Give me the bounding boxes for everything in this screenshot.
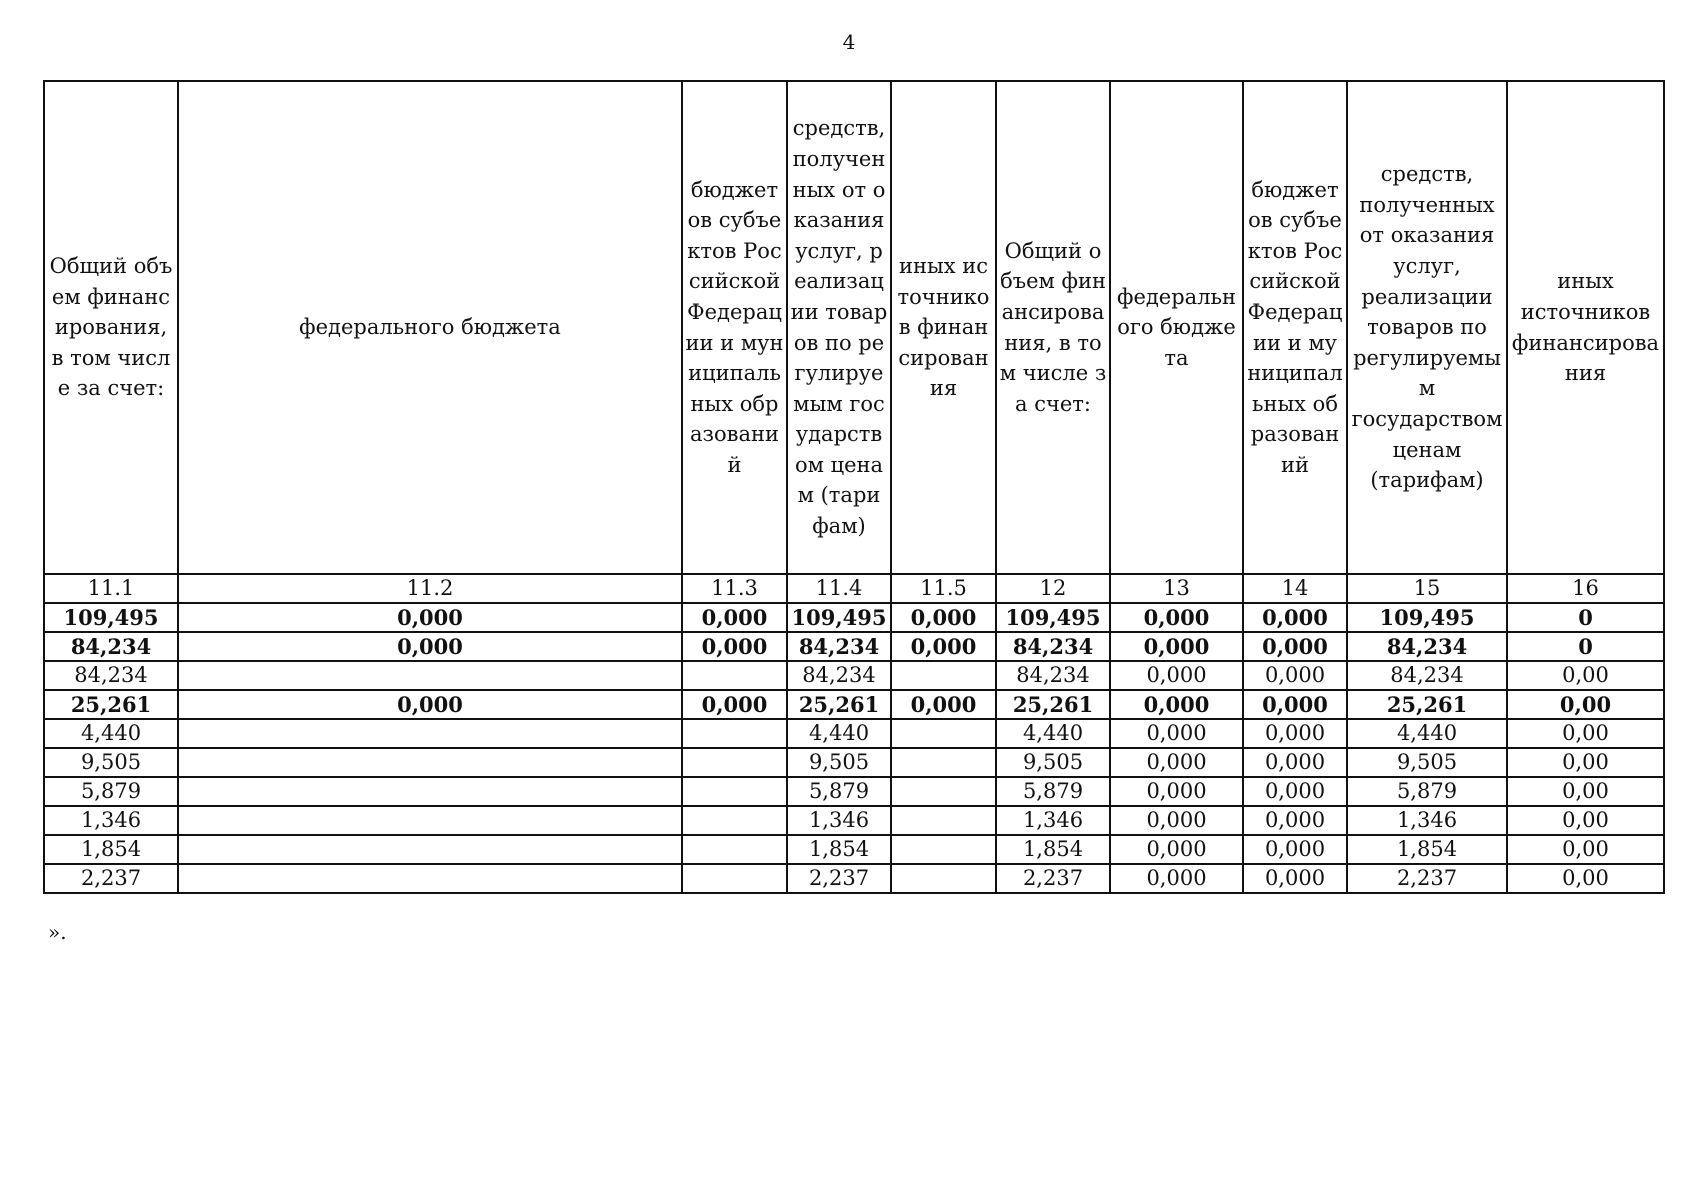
- table-cell: 1,346: [44, 806, 178, 835]
- page-number: 4: [842, 30, 856, 54]
- table-cell: 5,879: [44, 777, 178, 806]
- table-cell: 0,000: [682, 603, 787, 632]
- column-header: иных источников финансирования: [1507, 81, 1664, 574]
- table-cell: 5,879: [1347, 777, 1507, 806]
- table-cell: 25,261: [44, 690, 178, 719]
- table-cell: [891, 748, 996, 777]
- table-cell: 25,261: [787, 690, 891, 719]
- table-cell: 2,237: [1347, 864, 1507, 893]
- table-cell: 1,854: [996, 835, 1110, 864]
- table-cell: 9,505: [787, 748, 891, 777]
- table-cell: 109,495: [996, 603, 1110, 632]
- table-cell: 84,234: [996, 661, 1110, 690]
- column-header: Общий объем финансирования, в том числе за счет:: [996, 81, 1110, 574]
- table-cell: 0,000: [891, 603, 996, 632]
- column-header: средств, полученных от оказания услуг, реализации товаров по регулируемым государством ценам (тарифам): [1347, 81, 1507, 574]
- column-number: 13: [1110, 574, 1243, 603]
- table-cell: 0: [1507, 632, 1664, 661]
- table-cell: 0,000: [1110, 864, 1243, 893]
- column-header: бюджетов субъектов Российской Федерации и муниципальных образований: [1243, 81, 1347, 574]
- table-cell: 84,234: [787, 661, 891, 690]
- table-cell: 0,000: [1243, 603, 1347, 632]
- column-number: 11.1: [44, 574, 178, 603]
- table-cell: 0,000: [1243, 777, 1347, 806]
- table-cell: 9,505: [44, 748, 178, 777]
- table-cell: 0,000: [1243, 748, 1347, 777]
- table-cell: 0,00: [1507, 835, 1664, 864]
- table-cell: 0,000: [1110, 777, 1243, 806]
- table-cell: 1,346: [996, 806, 1110, 835]
- table-header-row: [44, 81, 1664, 574]
- table-cell: [891, 719, 996, 748]
- column-header: средств, полученных от оказания услуг, реализации товаров по регулируемым государством ценам (тарифам): [787, 81, 891, 574]
- table-cell: 0,000: [1110, 719, 1243, 748]
- table-cell: 0,000: [1110, 806, 1243, 835]
- table-row: [44, 864, 1664, 893]
- column-header: федерального бюджета: [178, 81, 682, 574]
- table-cell: 0,000: [1110, 690, 1243, 719]
- table-cell: 0,000: [1110, 661, 1243, 690]
- table-cell: 109,495: [1347, 603, 1507, 632]
- table-cell: [178, 806, 682, 835]
- table-cell: 0,000: [1110, 748, 1243, 777]
- table-cell: 109,495: [787, 603, 891, 632]
- table-cell: 5,879: [787, 777, 891, 806]
- column-number: 16: [1507, 574, 1664, 603]
- table-cell: [682, 777, 787, 806]
- column-number: 15: [1347, 574, 1507, 603]
- table-cell: 0,000: [1243, 661, 1347, 690]
- column-number: 11.2: [178, 574, 682, 603]
- table-row: [44, 603, 1664, 632]
- table-cell: [682, 835, 787, 864]
- table-cell: [682, 748, 787, 777]
- table-cell: 1,346: [1347, 806, 1507, 835]
- table-cell: [891, 864, 996, 893]
- table-cell: 0,000: [178, 632, 682, 661]
- column-number: 12: [996, 574, 1110, 603]
- column-number: 11.4: [787, 574, 891, 603]
- table-cell: 0,000: [1110, 632, 1243, 661]
- table-row: [44, 719, 1664, 748]
- table-row: [44, 632, 1664, 661]
- table-cell: 2,237: [787, 864, 891, 893]
- table-cell: 0,000: [891, 690, 996, 719]
- table-cell: 84,234: [44, 661, 178, 690]
- table-row: [44, 777, 1664, 806]
- table-cell: [682, 806, 787, 835]
- table-cell: [178, 719, 682, 748]
- table-cell: 0,000: [1243, 864, 1347, 893]
- table-cell: [891, 835, 996, 864]
- table-cell: 1,854: [44, 835, 178, 864]
- table-cell: [682, 719, 787, 748]
- table-cell: [178, 748, 682, 777]
- column-header: бюджетов субъектов Российской Федерации и муниципальных образований: [682, 81, 787, 574]
- table-row: [44, 806, 1664, 835]
- table-cell: 84,234: [1347, 661, 1507, 690]
- table-cell: 84,234: [996, 632, 1110, 661]
- column-number: 11.5: [891, 574, 996, 603]
- table-cell: 0,000: [1243, 632, 1347, 661]
- table-cell: 0,000: [1243, 719, 1347, 748]
- table-cell: [178, 835, 682, 864]
- table-cell: 84,234: [44, 632, 178, 661]
- column-header: Общий объем финансирования, в том числе за счет:: [44, 81, 178, 574]
- column-header: федерального бюджета: [1110, 81, 1243, 574]
- table-cell: 1,854: [1347, 835, 1507, 864]
- table-cell: 0,00: [1507, 748, 1664, 777]
- table-cell: 9,505: [1347, 748, 1507, 777]
- table-cell: 0,00: [1507, 777, 1664, 806]
- table-cell: 4,440: [1347, 719, 1507, 748]
- table-cell: 0,00: [1507, 864, 1664, 893]
- table-cell: 0,000: [1110, 603, 1243, 632]
- table-cell: [178, 777, 682, 806]
- table-cell: 84,234: [1347, 632, 1507, 661]
- table-cell: 0,000: [178, 690, 682, 719]
- column-number: 14: [1243, 574, 1347, 603]
- table-cell: [682, 661, 787, 690]
- table-cell: 0: [1507, 603, 1664, 632]
- table-cell: [891, 661, 996, 690]
- table-cell: 0,00: [1507, 719, 1664, 748]
- table-cell: 2,237: [44, 864, 178, 893]
- table-cell: 4,440: [44, 719, 178, 748]
- table-cell: 0,000: [178, 603, 682, 632]
- table-cell: 109,495: [44, 603, 178, 632]
- table-cell: 84,234: [787, 632, 891, 661]
- table-cell: [891, 777, 996, 806]
- column-number-row: [44, 574, 1664, 603]
- table-cell: [178, 864, 682, 893]
- table-cell: 1,854: [787, 835, 891, 864]
- table-cell: 5,879: [996, 777, 1110, 806]
- table-cell: 0,000: [682, 632, 787, 661]
- table-cell: 0,000: [891, 632, 996, 661]
- financing-table: [43, 80, 1665, 894]
- table-cell: 0,000: [1243, 835, 1347, 864]
- table-cell: 0,00: [1507, 806, 1664, 835]
- table-cell: 25,261: [996, 690, 1110, 719]
- column-header: иных источников финансирования: [891, 81, 996, 574]
- closing-quote-mark: ».: [48, 920, 67, 944]
- table-cell: 25,261: [1347, 690, 1507, 719]
- table-cell: 0,000: [1243, 690, 1347, 719]
- table-cell: 2,237: [996, 864, 1110, 893]
- table-cell: 0,00: [1507, 690, 1664, 719]
- table-row: [44, 661, 1664, 690]
- table-cell: 0,000: [1110, 835, 1243, 864]
- table-cell: 1,346: [787, 806, 891, 835]
- table-row: [44, 748, 1664, 777]
- column-number: 11.3: [682, 574, 787, 603]
- table-row: [44, 835, 1664, 864]
- table-cell: [178, 661, 682, 690]
- table-cell: 0,000: [682, 690, 787, 719]
- table-cell: 0,000: [1243, 806, 1347, 835]
- table-cell: 9,505: [996, 748, 1110, 777]
- table-cell: 4,440: [996, 719, 1110, 748]
- table-cell: [891, 806, 996, 835]
- table-cell: 4,440: [787, 719, 891, 748]
- table-row: [44, 690, 1664, 719]
- table-cell: 0,00: [1507, 661, 1664, 690]
- table-cell: [682, 864, 787, 893]
